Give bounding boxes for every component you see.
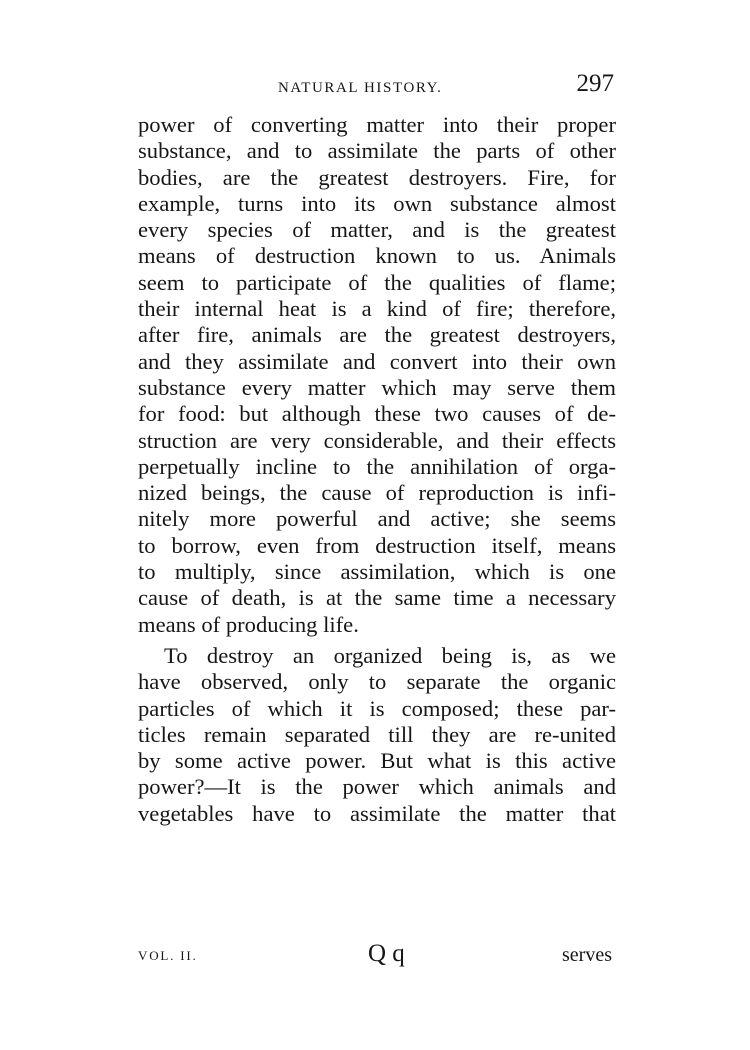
text-line: to borrow, even from destruction itself, means [138,532,616,558]
text-line: after fire, animals are the greatest destroyers, [138,322,616,348]
catchword: serves [562,944,612,966]
page-number: 297 [576,70,614,97]
text-line: power?—It is the power which animals and [138,774,616,800]
text-line: perpetually incline to the annihilation of orga- [138,453,616,479]
page-header [138,66,616,106]
text-line: cause of death, is at the same time a necessary [138,585,616,611]
text-line: means of producing life. [138,611,359,637]
text-line: substance every matter which may serve them [138,374,616,400]
text-line: and they assimilate and convert into their own [138,348,616,374]
volume-label: VOL. II. [138,948,198,963]
text-line: every species of matter, and is the greatest [138,217,616,243]
text-line: nized beings, the cause of reproduction is infi- [138,480,616,506]
page-footer [138,940,616,980]
body-text [138,112,616,827]
text-line: To destroy an organized being is, as we [164,642,616,668]
text-line: bodies, are the greatest destroyers. Fire, for [138,164,616,190]
paragraph [138,643,616,827]
text-line: ticles remain separated till they are re-united [138,721,616,747]
text-line: particles of which it is composed; these par- [138,695,616,721]
text-line: example, turns into its own substance almost [138,190,616,216]
text-line: struction are very considerable, and their effects [138,427,616,453]
text-line: by some active power. But what is this active [138,748,616,774]
text-line: nitely more powerful and active; she seems [138,506,616,532]
text-line: have observed, only to separate the organic [138,669,616,695]
text-line: means of destruction known to us. Animals [138,243,616,269]
text-line: power of converting matter into their proper [138,112,616,137]
text-line: substance, and to assimilate the parts of other [138,138,616,164]
text-line: their internal heat is a kind of fire; therefore, [138,296,616,322]
signature-mark: Q q [368,940,405,967]
text-line: vegetables have to assimilate the matter that [138,800,616,826]
text-line: seem to participate of the qualities of flame; [138,269,616,295]
paragraph [138,112,616,638]
running-head: NATURAL HISTORY. [278,80,443,96]
text-line: to multiply, since assimilation, which is one [138,559,616,585]
text-line: for food: but although these two causes of de- [138,401,616,427]
